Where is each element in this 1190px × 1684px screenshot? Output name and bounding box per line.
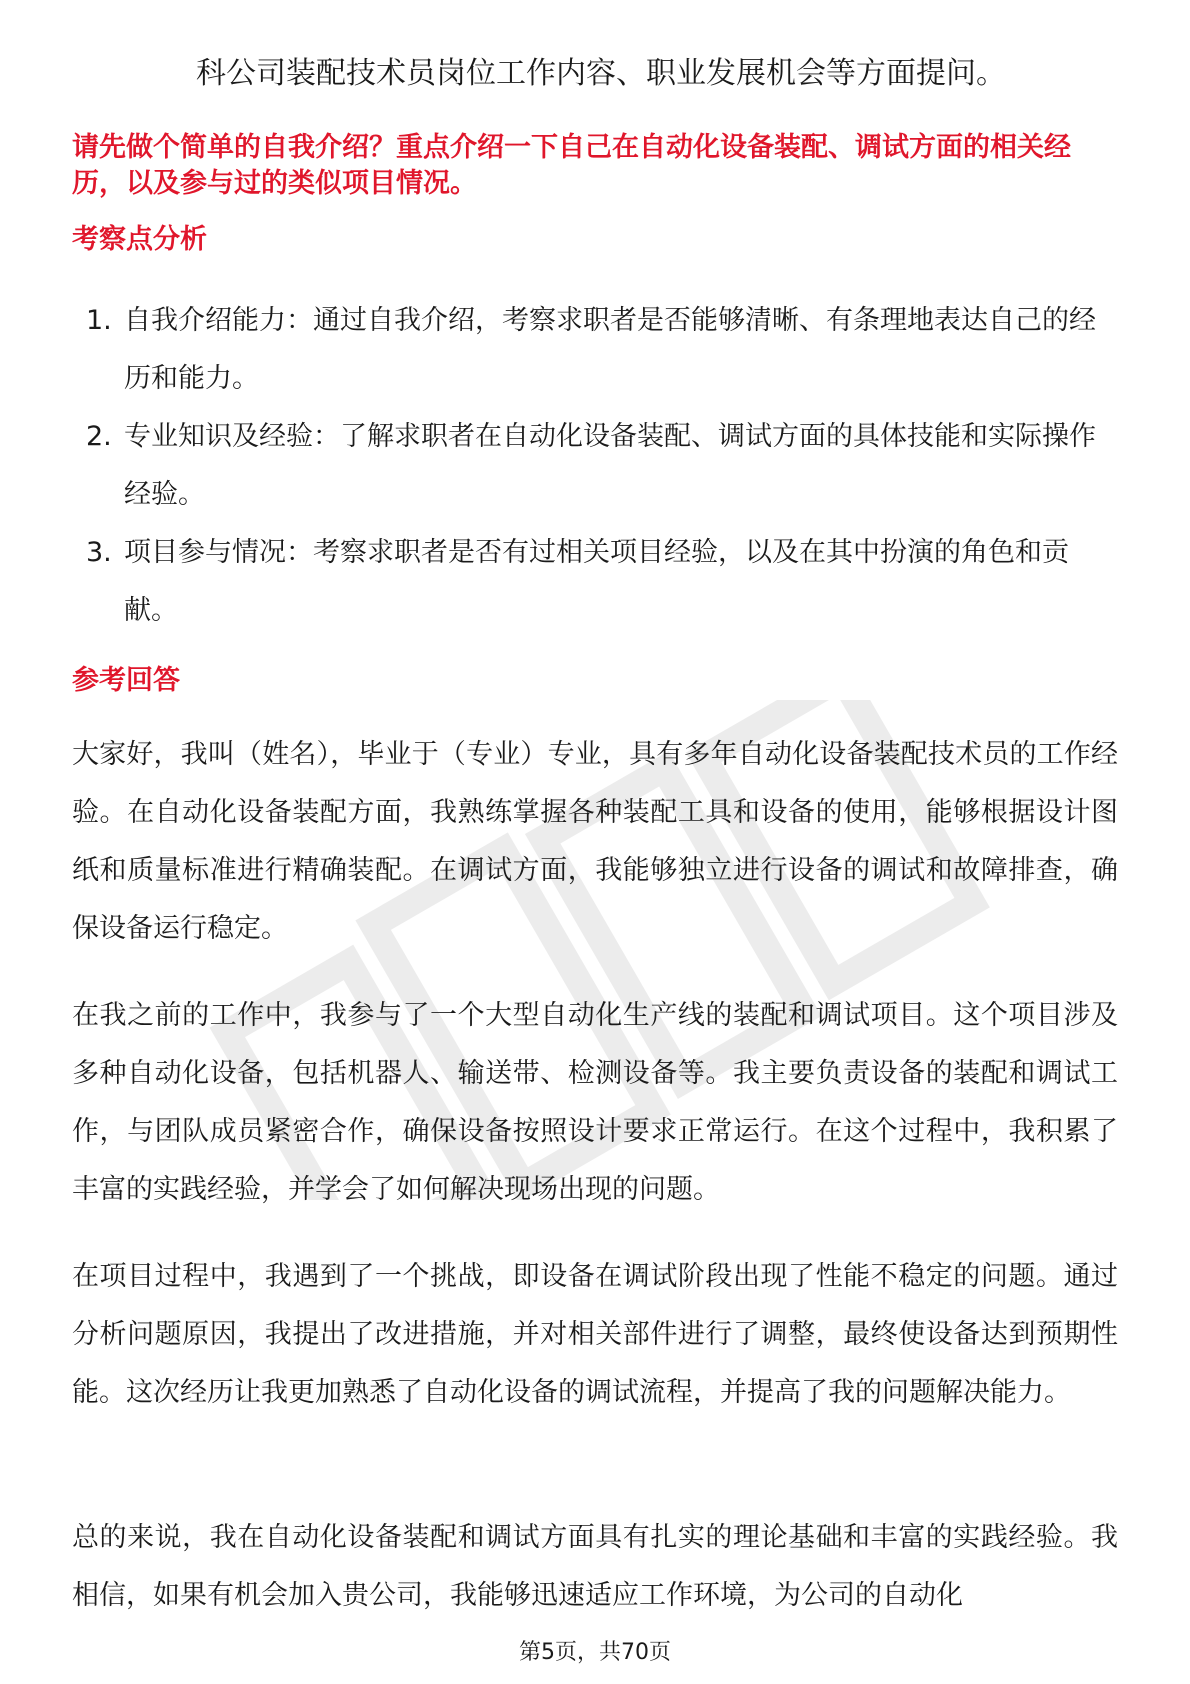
answer-paragraph: 在我之前的工作中，我参与了一个大型自动化生产线的装配和调试项目。这个项目涉及多种自动化设备，包括机器人、输送带、检测设备等。我主要负责设备的装配和调试工作，与团队成员紧密合作，确保设备按照设计要求正常运行。在这个过程中，我积累了丰富的实践经验，并学会了如何解决现场出现的问题。 xyxy=(72,1000,1118,1205)
list-item-text: 项目参与情况：考察求职者是否有过相关项目经验，以及在其中扮演的角色和贡献。 xyxy=(124,537,1069,626)
answer-paragraph: 大家好，我叫（姓名），毕业于（专业）专业，具有多年自动化设备装配技术员的工作经验。在自动化设备装配方面，我熟练掌握各种装配工具和设备的使用，能够根据设计图纸和质量标准进行精确装配。在调试方面，我能够独立进行设备的调试和故障排查，确保设备运行稳定。 xyxy=(72,739,1118,944)
answer-paragraph: 总的来说，我在自动化设备装配和调试方面具有扎实的理论基础和丰富的实践经验。我相信，如果有机会加入贵公司，我能够迅速适应工作环境，为公司的自动化 xyxy=(72,1522,1118,1611)
list-item-text: 专业知识及经验：了解求职者在自动化设备装配、调试方面的具体技能和实际操作经验。 xyxy=(124,421,1096,510)
list-item-number: 3. xyxy=(86,537,112,568)
list-item xyxy=(72,292,1118,408)
answer-paragraph: 在项目过程中，我遇到了一个挑战，即设备在调试阶段出现了性能不稳定的问题。通过分析问题原因，我提出了改进措施，并对相关部件进行了调整，最终使设备达到预期性能。这次经历让我更加熟悉了自动化设备的调试流程，并提高了我的问题解决能力。 xyxy=(72,1261,1118,1408)
list-item-number: 2. xyxy=(86,421,112,452)
list-item-text: 自我介绍能力：通过自我介绍，考察求职者是否能够清晰、有条理地表达自己的经历和能力。 xyxy=(124,305,1096,394)
page-number: 第5页，共70页 xyxy=(519,1640,671,1665)
intro-line: 科公司装配技术员岗位工作内容、职业发展机会等方面提问。 xyxy=(196,56,1006,91)
list-item xyxy=(72,524,1118,640)
analysis-list xyxy=(72,292,1118,640)
interview-question: 请先做个简单的自我介绍？重点介绍一下自己在自动化设备装配、调试方面的相关经历，以及参与过的类似项目情况。 xyxy=(72,132,1071,199)
analysis-heading: 考察点分析 xyxy=(72,224,207,255)
list-item xyxy=(72,408,1118,524)
answer-heading: 参考回答 xyxy=(72,665,180,696)
list-item-number: 1. xyxy=(86,305,112,336)
